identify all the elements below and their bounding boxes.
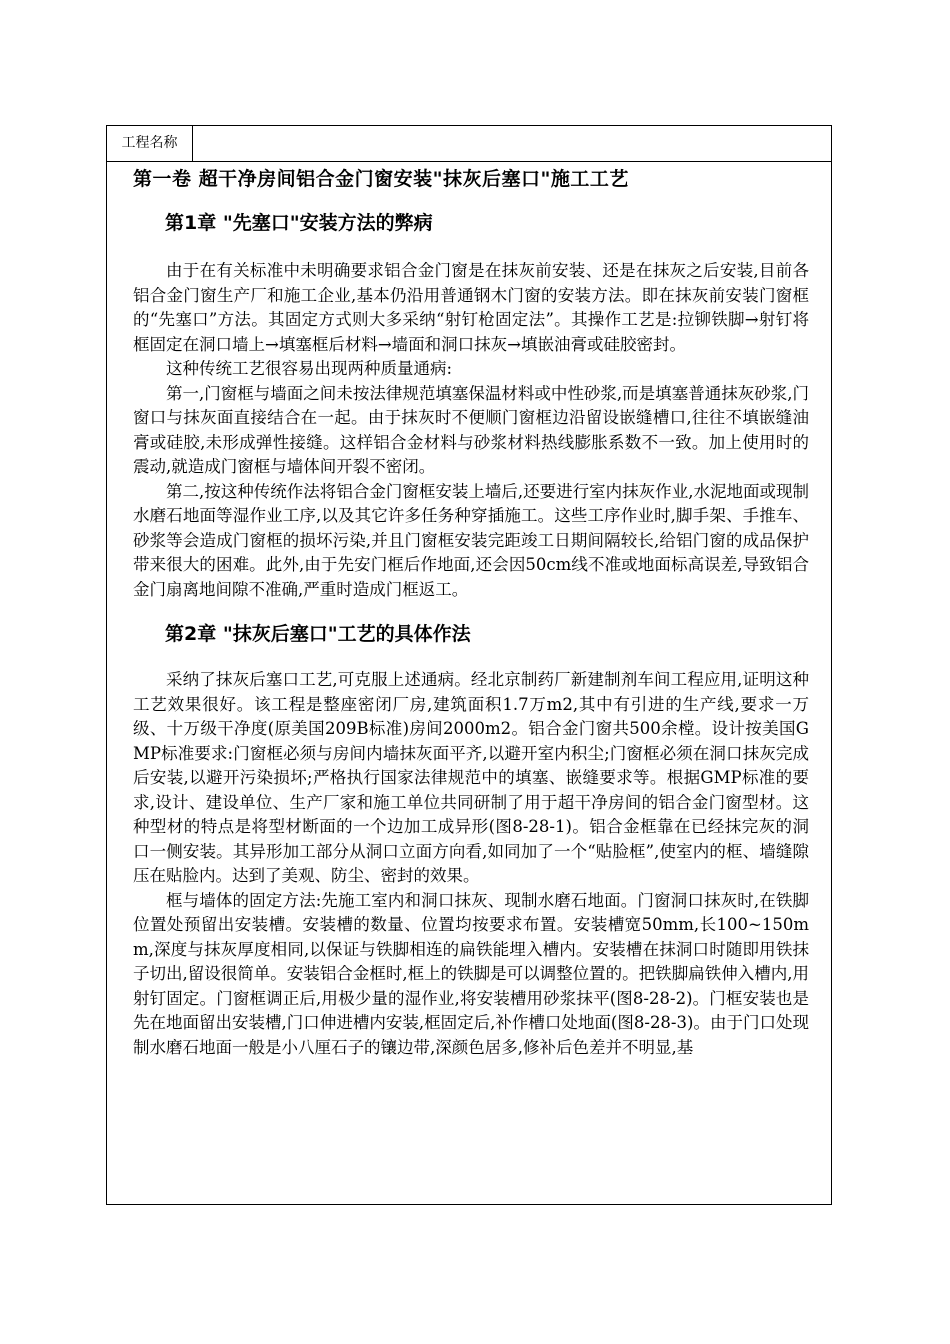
document-body [107,162,831,1060]
chapter-1-paragraph: 由于在有关标准中未明确要求铝合金门窗是在抹灰前安装、还是在抹灰之后安装,目前各铝合金门窗生产厂和施工企业,基本仍沿用普通钢木门窗的安装方法。即在抹灰前安装门窗框的“先塞口”方法。其固定方式则大多采纳“射钉枪固定法”。其操作工艺是:拉铆铁脚→射钉将框固定在洞口墙上→填塞框后材料→墙面和洞口抹灰→填嵌油膏或硅胶密封。 [133,261,809,354]
chapter-1-paragraph: 这种传统工艺很容易出现两种质量通病: [166,359,453,378]
chapter-1-paragraph: 第一,门窗框与墙面之间未按法律规范填塞保温材料或中性砂浆,而是填塞普通抹灰砂浆,门窗口与抹灰面直接结合在一起。由于抹灰时不便顺门窗框边沿留设嵌缝槽口,往往不填嵌缝油膏或硅胶,未形成弹性接缝。这样铝合金材料与砂浆材料热线膨胀系数不一致。加上使用时的震动,就造成门窗框与墙体间开裂不密闭。 [133,383,809,476]
volume-title: 第一卷 超干净房间铝合金门窗安装"抹灰后塞口"施工工艺 [133,168,629,190]
project-name-label: 工程名称 [107,126,193,161]
document-frame [106,125,832,1205]
chapter-1-paragraph: 第二,按这种传统作法将铝合金门窗框安装上墙后,还要进行室内抹灰作业,水泥地面或现制水磨石地面等湿作业工序,以及其它许多任务种穿插施工。这些工序作业时,脚手架、手推车、砂浆等会造成门窗框的损坏污染,并且门窗框安装完距竣工日期间隔较长,给铝门窗的成品保护带来很大的困难。此外,由于先安门框后作地面,还会因50cm线不准或地面标高误差,导致铝合金门扇离地间隙不准确,严重时造成门框返工。 [133,481,809,599]
header-row [107,126,831,162]
project-name-value [194,126,831,161]
chapter-1-title: 第1章 "先塞口"安装方法的弊病 [165,212,433,234]
chapter-2-title: 第2章 "抹灰后塞口"工艺的具体作法 [165,623,471,645]
chapter-2-paragraph: 框与墙体的固定方法:先施工室内和洞口抹灰、现制水磨石地面。门窗洞口抹灰时,在铁脚位置处预留出安装槽。安装槽的数量、位置均按要求布置。安装槽宽50mm,长100~150mm,深度与抹灰厚度相同,以保证与铁脚相连的扁铁能埋入槽内。安装槽在抹洞口时随即用铁抹子切出,留设很简单。安装铝合金框时,框上的铁脚是可以调整位置的。把铁脚扁铁伸入槽内,用射钉固定。门窗框调正后,用极少量的湿作业,将安装槽用砂浆抹平(图8-28-2)。门框安装也是先在地面留出安装槽,门口伸进槽内安装,框固定后,补作槽口处地面(图8-28-3)。由于门口处现制水磨石地面一般是小八厘石子的镶边带,深颜色居多,修补后色差并不明显,基 [133,890,809,1057]
chapter-2-paragraph: 采纳了抹灰后塞口工艺,可克服上述通病。经北京制药厂新建制剂车间工程应用,证明这种工艺效果很好。该工程是整座密闭厂房,建筑面积1.7万m2,其中有引进的生产线,要求一万级、十万级干净度(原美国209B标准)房间2000m2。铝合金门窗共500余樘。设计按美国GMP标准要求:门窗框必须与房间内墙抹灰面平齐,以避开室内积尘;门窗框必须在洞口抹灰完成后安装,以避开污染损坏;严格执行国家法律规范中的填塞、嵌缝要求等。根据GMP标准的要求,设计、建设单位、生产厂家和施工单位共同研制了用于超干净房间的铝合金门窗型材。这种型材的特点是将型材断面的一个边加工成异形(图8-28-1)。铝合金框靠在已经抹完灰的洞口一侧安装。其异形加工部分从洞口立面方向看,如同加了一个“贴脸框”,使室内的框、墙缝隙压在贴脸内。达到了美观、防尘、密封的效果。 [133,670,809,885]
